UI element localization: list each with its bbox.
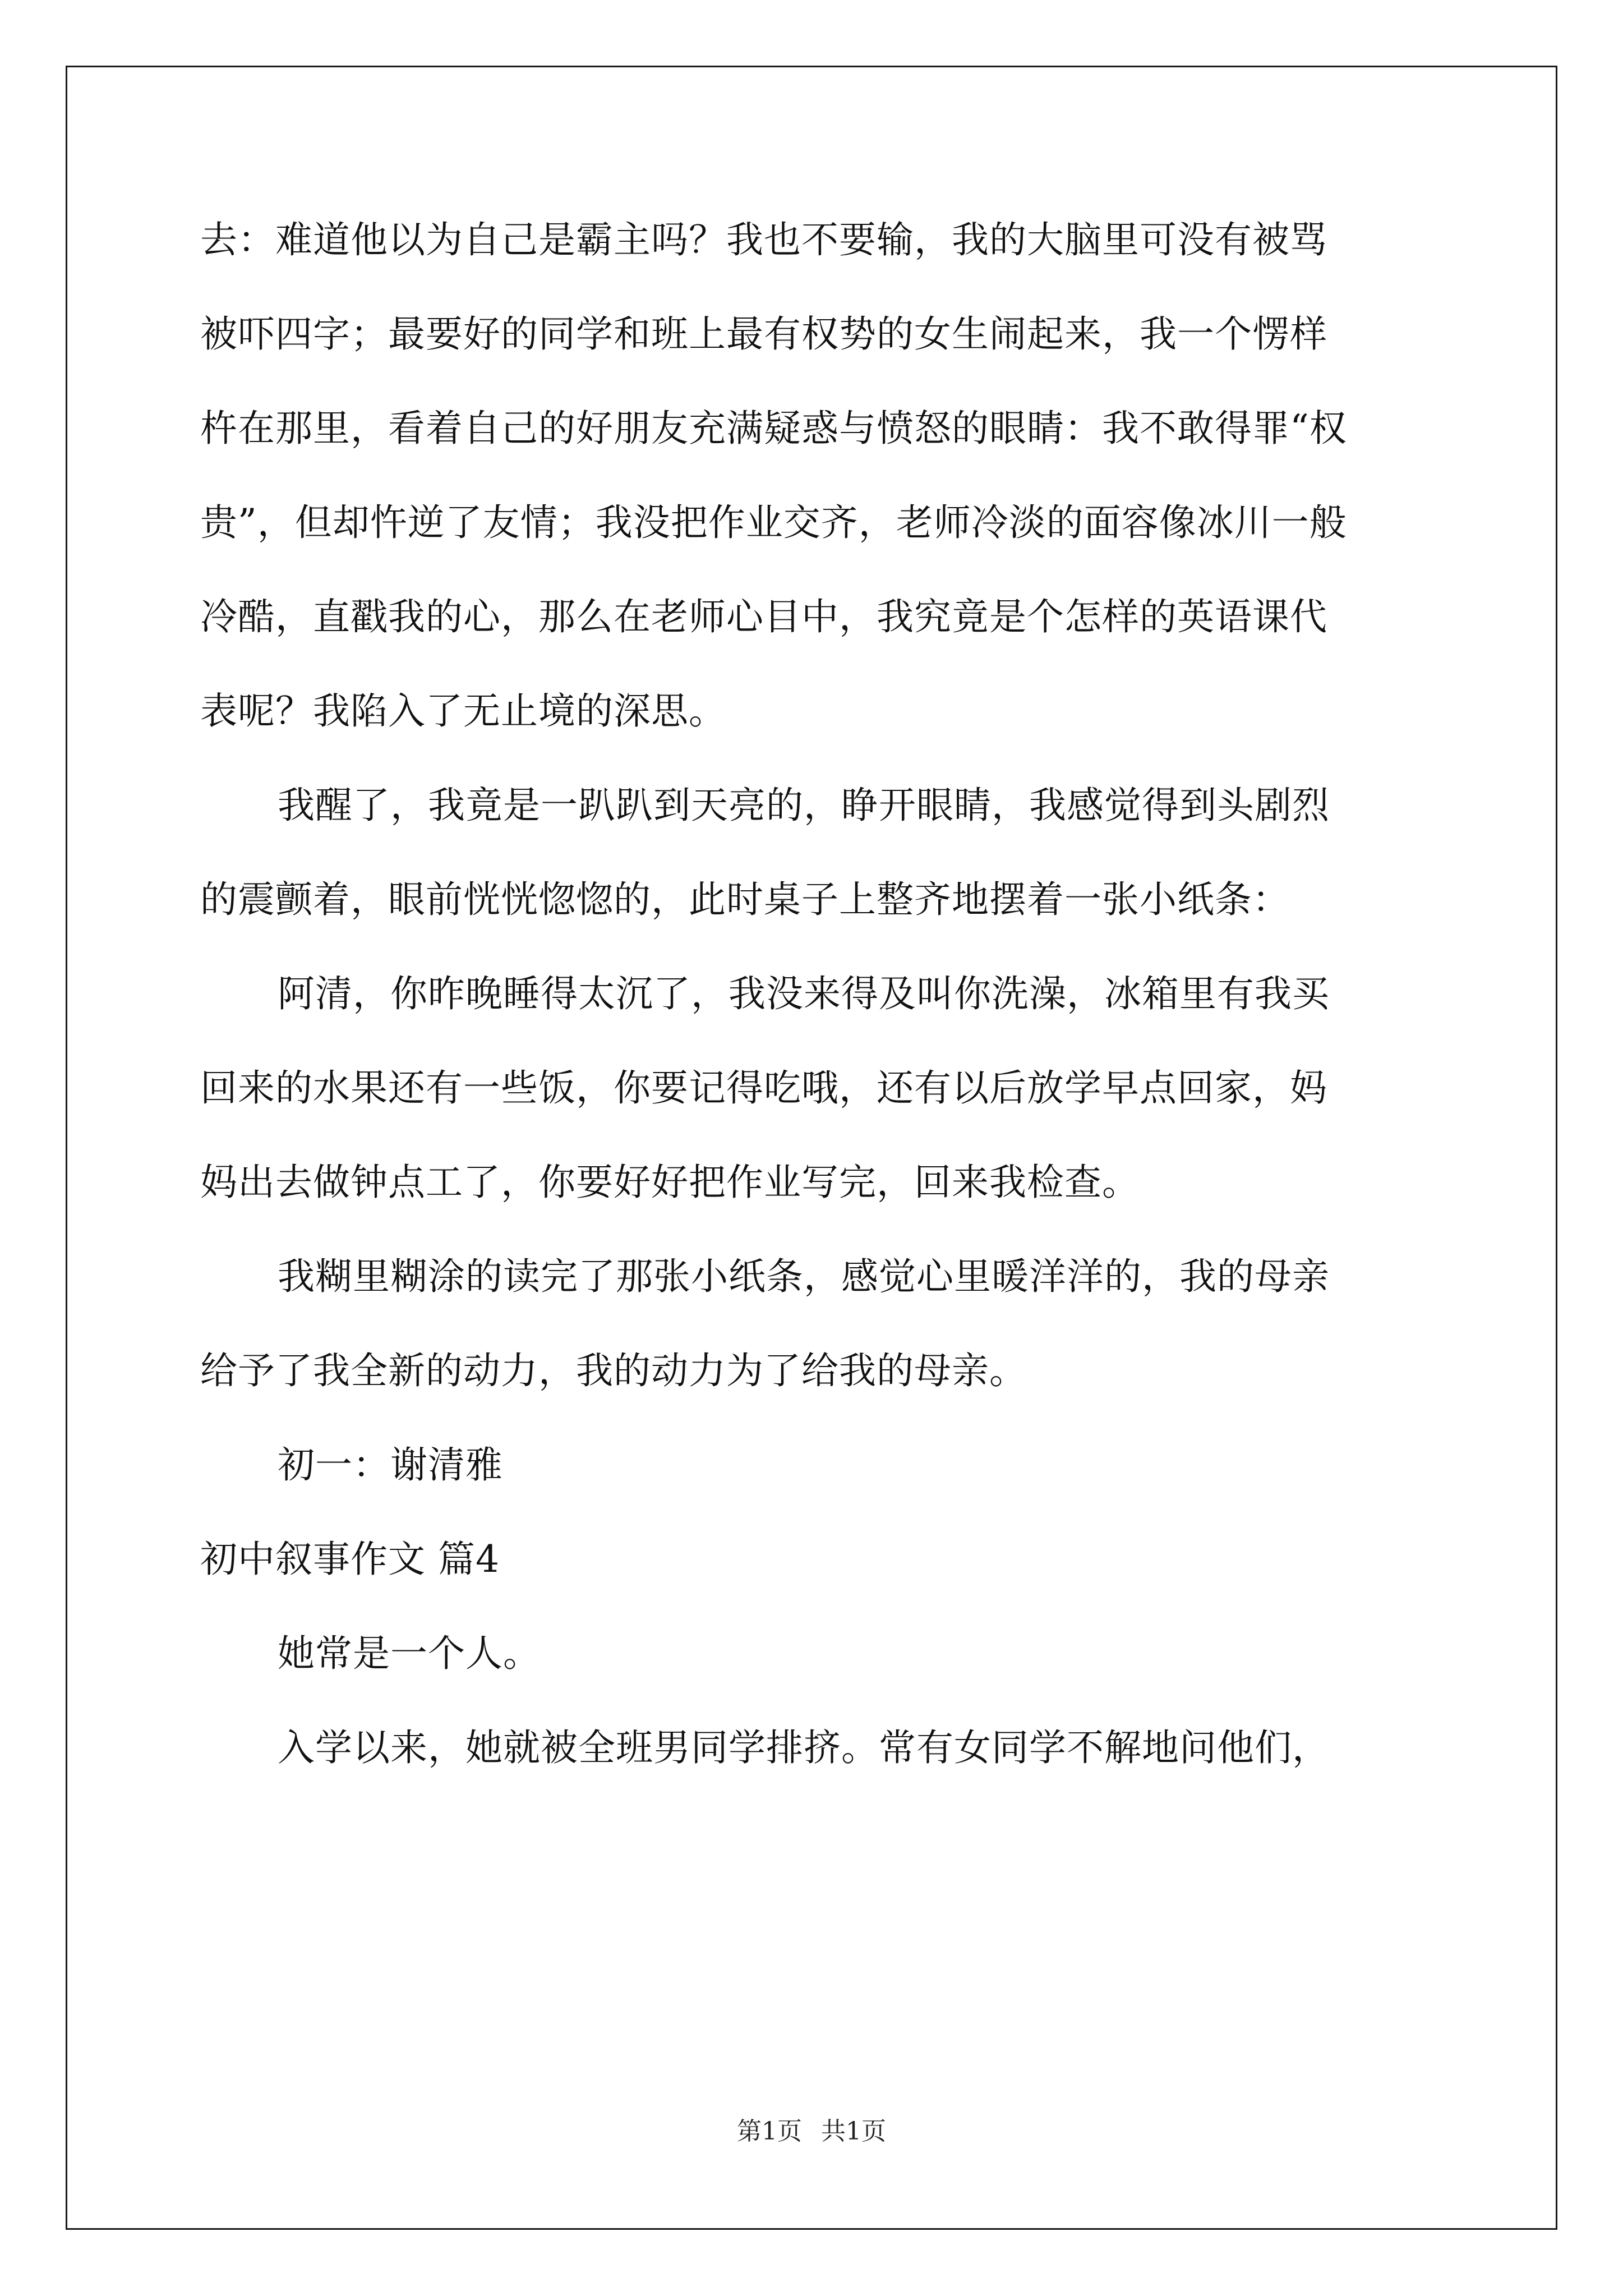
text-line: 去：难道他以为自己是霸主吗？我也不要输，我的大脑里可没有被骂	[200, 218, 1327, 261]
paragraph-start-line: 我醒了，我竟是一趴趴到天亮的，睁开眼睛，我感觉得到头剧烈	[278, 784, 1330, 827]
page-total: 共1页	[821, 2117, 886, 2146]
section-heading: 初中叙事作文 篇4	[200, 1538, 500, 1581]
text-line: 给予了我全新的动力，我的动力为了给我的母亲。	[200, 1349, 1027, 1392]
page-number: 第1页	[737, 2117, 802, 2146]
paragraph-start-line: 入学以来，她就被全班男同学排挤。常有女同学不解地问他们，	[278, 1726, 1330, 1769]
paragraph-start-line: 她常是一个人。	[278, 1632, 541, 1675]
text-line: 的震颤着，眼前恍恍惚惚的，此时桌子上整齐地摆着一张小纸条：	[200, 878, 1290, 921]
text-line: 冷酷，直戳我的心，那么在老师心目中，我究竟是个怎样的英语课代	[200, 595, 1327, 638]
author-signature: 初一：谢清雅	[278, 1443, 503, 1487]
text-line: 杵在那里，看着自己的好朋友充满疑惑与愤怒的眼睛：我不敢得罪“权	[200, 407, 1347, 450]
text-line: 妈出去做钟点工了，你要好好把作业写完，回来我检查。	[200, 1161, 1140, 1204]
paragraph-start-line: 阿清，你昨晚睡得太沉了，我没来得及叫你洗澡，冰箱里有我买	[278, 972, 1330, 1015]
page-footer	[0, 2119, 1623, 2144]
text-line: 贵”，但却忤逆了友情；我没把作业交齐，老师冷淡的面容像冰川一般	[200, 501, 1347, 544]
document-body	[200, 218, 1423, 1769]
text-line: 被吓四字；最要好的同学和班上最有权势的女生闹起来，我一个愣样	[200, 312, 1327, 356]
text-line: 回来的水果还有一些饭，你要记得吃哦，还有以后放学早点回家，妈	[200, 1066, 1327, 1110]
paragraph-start-line: 我糊里糊涂的读完了那张小纸条，感觉心里暖洋洋的，我的母亲	[278, 1255, 1330, 1298]
text-line: 表呢？我陷入了无止境的深思。	[200, 689, 726, 733]
